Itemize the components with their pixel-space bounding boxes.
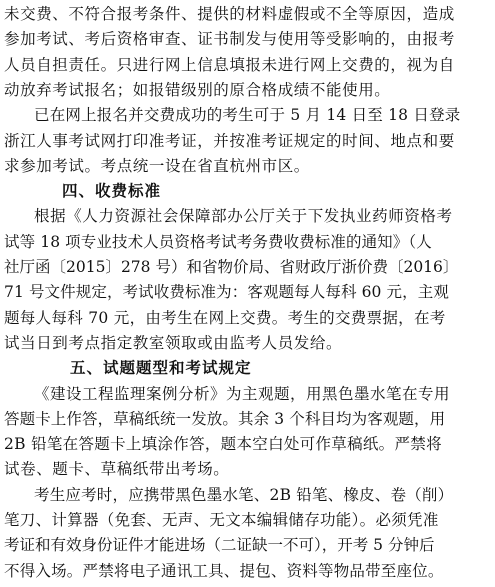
paragraph-1-line-3: 人员自担责任。只进行网上信息填报未进行网上交费的，视为自 [4, 55, 455, 74]
paragraph-3-line-4: 71 号文件规定，考试收费标准为：客观题每人每科 60 元，主观 [4, 283, 449, 302]
paragraph-4-line-1: 《建设工程监理案例分析》为主观题，用黑色墨水笔在专用 [34, 384, 451, 403]
paragraph-4-line-4: 试卷、题卡、草稿纸带出考场。 [4, 460, 230, 479]
paragraph-3-line-3: 社厅函〔2015〕278 号）和省物价局、省财政厅浙价费〔2016〕 [4, 258, 459, 276]
paragraph-5-line-2: 笔刀、计算器（免套、无声、无文本编辑储存功能）。必须凭准 [4, 511, 439, 529]
paragraph-4-line-3: 2B 铅笔在答题卡上填涂作答，题本空白处可作草稿纸。严禁将 [4, 435, 442, 454]
paragraph-1-line-2: 参加考试、考后资格审查、证书制发与使用等受影响的，由报考 [4, 30, 455, 49]
paragraph-5-line-1: 考生应考时，应携带黑色墨水笔、2B 铅笔、橡皮、卷（削） [34, 485, 454, 504]
paragraph-3-line-1: 根据《人力资源社会保障部办公厅关于下发执业药师资格考 [34, 207, 453, 226]
paragraph-1-line-1: 未交费、不符合报考条件、提供的材料虚假或不全等原因，造成 [4, 5, 455, 23]
paragraph-5-line-3: 考证和有效身份证件才能进场（二证缺一不可），开考 5 分钟后 [4, 536, 435, 555]
paragraph-1-line-4: 动放弃考试报名；如报错级别的原合格成绩不能使用。 [4, 80, 391, 99]
section-heading-question-types: 五、试题题型和考试规定 [70, 359, 252, 378]
paragraph-2-line-2: 浙江人事考试网打印准考证，并按准考证规定的时间、地点和要 [4, 131, 455, 150]
paragraph-2-line-1: 已在网上报名并交费成功的考生可于 5 月 14 日至 18 日登录 [34, 106, 461, 125]
paragraph-3-line-2: 试等 18 项专业技术人员资格考试考务费收费标准的通知》（人 [4, 232, 432, 251]
paragraph-3-line-5: 题每人每科 70 元，由考生在网上交费。考生的交费票据，在考 [4, 308, 446, 327]
paragraph-2-line-3: 求参加考试。考点统一设在省直杭州市区。 [4, 156, 310, 175]
paragraph-5-line-4: 不得入场。严禁将电子通讯工具、提包、资料等物品带至座位。 [4, 561, 444, 580]
paragraph-3-line-6: 试当日到考点指定教室领取或由监考人员发给。 [4, 333, 343, 352]
section-heading-fee-standard: 四、收费标准 [62, 182, 162, 201]
paragraph-4-line-2: 答题卡上作答，草稿纸统一发放。其余 3 个科目均为客观题，用 [4, 409, 446, 428]
